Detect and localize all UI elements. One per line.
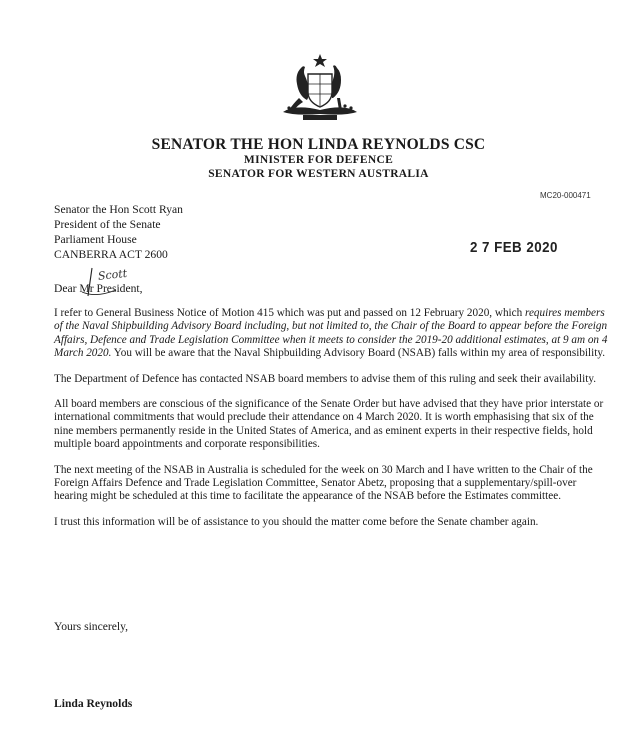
date-stamp: 2 7 FEB 2020 [470,240,558,256]
recipient-line: President of the Senate [54,218,161,231]
paragraph: The Department of Defence has contacted NSAB board members to advise them of this ruling and seek their availability. [54,372,597,385]
salutation: Dear Mr President, [54,282,143,295]
sender-role: MINISTER FOR DEFENCE [243,154,394,166]
recipient-address [54,202,183,262]
paragraph: All board members are conscious of the significance of the Senate Order but have advised that they have prior interstate or international commitments that would preclude their attendance on 4 March 2020. It is worth emphasising that six of the nine members permanently reside in the United States of America, and as eminent experts in their respective fields, hold multiple board appointments and corporate responsibilities. [54,398,604,451]
coat-of-arms-icon [275,52,365,122]
sender-name: SENATOR THE HON LINDA REYNOLDS CSC [151,136,486,153]
reference-number: MC20-000471 [540,191,591,200]
recipient-line: Senator the Hon Scott Ryan [54,203,183,216]
signatory-name: Linda Reynolds [54,697,133,710]
paragraph: I refer to General Business Notice of Motion 415 which was put and passed on 12 February 2020, which requires members of the Naval Shipbuilding Advisory Board including, but not limited to, the Chair of the Board to appear before the Foreign Affairs, Defence and Trade Legislation Committee when it meets to consider the 2019-20 additional estimates, at 9 am on 4 March 2020. You will be aware that the Naval Shipbuilding Advisory Board (NSAB) falls within my area of responsibility. [54,307,608,360]
paragraph: The next meeting of the NSAB in Australia is scheduled for the week on 30 March and I have written to the Chair of the Foreign Affairs Defence and Trade Legislation Committee, Senator Abetz, proposing that a supplementary/spill-over hearing might be scheduled at this time to facilitate the appearance of the NSAB before the Estimates committee. [54,463,593,503]
recipient-line: Parliament House [54,233,137,246]
letterhead [0,136,637,181]
paragraph: I trust this information will be of assistance to you should the matter come before the Senate chamber again. [54,515,539,528]
recipient-line: CANBERRA ACT 2600 [54,248,168,261]
sender-constituency: SENATOR FOR WESTERN AUSTRALIA [208,168,429,180]
letter-body [54,307,610,541]
handwritten-note: Scott [97,266,128,283]
closing: Yours sincerely, [54,620,129,633]
